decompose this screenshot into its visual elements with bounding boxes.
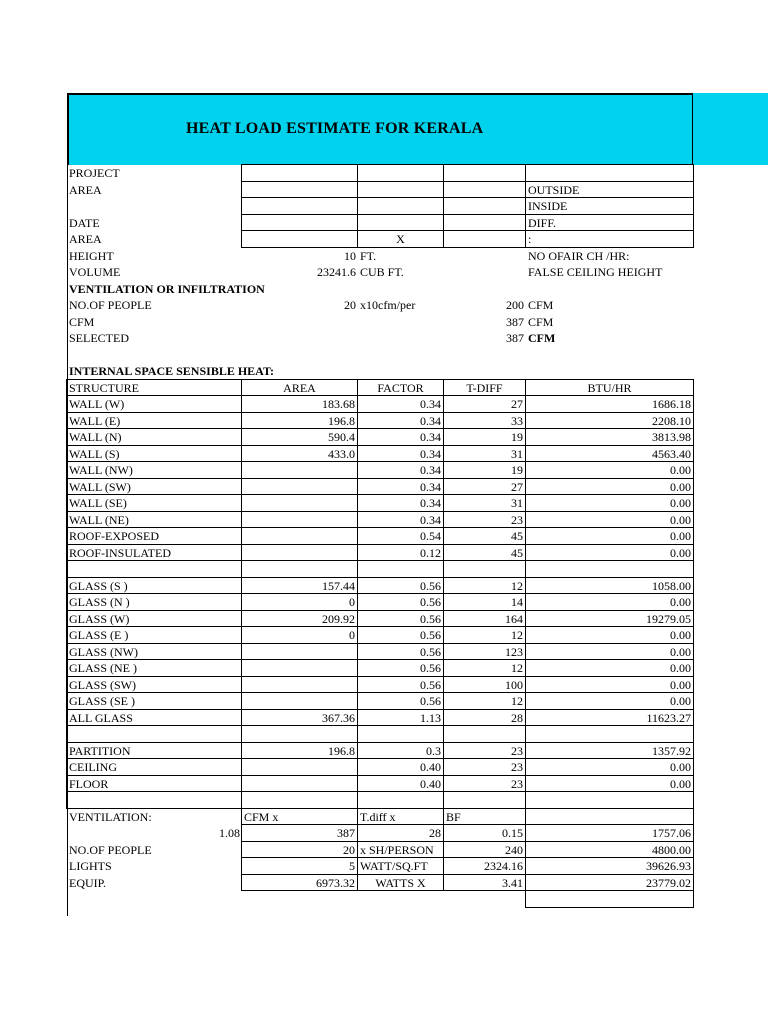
structure-name: GLASS (SW): [66, 676, 242, 694]
ventilation-factor: 1.08: [219, 826, 240, 840]
false-ceiling-label: FALSE CEILING HEIGHT: [528, 265, 663, 279]
table-row: [0, 644, 768, 661]
area-value: 590.4: [241, 428, 358, 446]
selected-label: SELECTED: [69, 331, 129, 345]
blank-cell: [443, 725, 526, 743]
btu-value: 1357.92: [525, 742, 694, 760]
ventilation-tdiff-header: T.diff x: [357, 808, 444, 826]
ventilation-heading-row: [0, 281, 768, 298]
people-heat-unit: x SH/PERSON: [357, 841, 444, 859]
factor-header: FACTOR: [357, 379, 444, 397]
table-row: [0, 677, 768, 694]
header-row: [0, 231, 768, 248]
area-value: [241, 775, 358, 793]
tdiff-value: 23: [443, 758, 526, 776]
structure-name: WALL (E): [66, 412, 242, 430]
structure-name: ROOF-INSULATED: [66, 544, 242, 562]
table-row: [0, 743, 768, 760]
header-label: AREA: [69, 232, 102, 246]
area-value: [241, 692, 358, 710]
factor-value: 0.34: [357, 511, 444, 529]
blank-cell: [357, 725, 444, 743]
header-field: [443, 164, 526, 182]
btu-value: 0.00: [525, 494, 694, 512]
tdiff-value: 123: [443, 643, 526, 661]
btu-value: 4563.40: [525, 445, 694, 463]
table-row: [0, 594, 768, 611]
tdiff-value: 12: [443, 692, 526, 710]
table-row: [0, 545, 768, 562]
btu-value: 0.00: [525, 478, 694, 496]
table-row: [0, 413, 768, 430]
people-label: NO.OF PEOPLE: [69, 298, 152, 312]
factor-value: 0.34: [357, 478, 444, 496]
cfm-unit: CFM: [528, 314, 554, 329]
tdiff-value: 19: [443, 428, 526, 446]
btu-value: 0.00: [525, 676, 694, 694]
cfm-value: 387: [506, 314, 524, 329]
header-row: [0, 215, 768, 232]
tdiff-header: T-DIFF: [443, 379, 526, 397]
header-label: PROJECT: [69, 166, 120, 180]
ventilation-heading: VENTILATION OR INFILTRATION: [69, 281, 265, 296]
ventilation-label: VENTILATION:: [69, 809, 152, 824]
page-title: HEAT LOAD ESTIMATE FOR KERALA: [186, 120, 484, 137]
equip-btu: 23779.02: [525, 874, 694, 892]
worksheet: [0, 165, 768, 908]
table-row: [0, 627, 768, 644]
structure-name: GLASS (E ): [66, 626, 242, 644]
tdiff-value: 27: [443, 478, 526, 496]
blank-row: [0, 726, 768, 743]
factor-value: 1.13: [357, 709, 444, 727]
tdiff-value: 19: [443, 461, 526, 479]
ventilation-bf-header: BF: [443, 808, 526, 826]
btu-value: 0.00: [525, 461, 694, 479]
area-value: 209.92: [241, 610, 358, 628]
volume-unit: CUB FT.: [360, 265, 404, 279]
air-changes-label: NO OFAIR CH /HR:: [528, 248, 630, 263]
area-header: AREA: [241, 379, 358, 397]
area-value: [241, 643, 358, 661]
tdiff-value: 12: [443, 659, 526, 677]
header-row: [0, 198, 768, 215]
factor-value: 0.3: [357, 742, 444, 760]
lights-row: [0, 858, 768, 875]
tdiff-value: 23: [443, 775, 526, 793]
cfm-row: [0, 314, 768, 331]
btu-value: 0.00: [525, 527, 694, 545]
header-field: X: [357, 230, 444, 248]
btu-value: 0.00: [525, 593, 694, 611]
lights-label: LIGHTS: [69, 859, 112, 873]
structure-name: GLASS (NW): [66, 643, 242, 661]
table-row: [0, 429, 768, 446]
structure-name: WALL (W): [66, 395, 242, 413]
internal-heading-row: [0, 363, 768, 380]
area-value: [241, 659, 358, 677]
people-factor: x10cfm/per: [360, 298, 416, 312]
ventilation-btu: 1757.06: [525, 824, 694, 842]
factor-value: 0.56: [357, 659, 444, 677]
blank-cell: [241, 560, 358, 578]
factor-value: 0.34: [357, 395, 444, 413]
btu-value: 0.00: [525, 758, 694, 776]
blank-cell: [443, 560, 526, 578]
blank-cell: [525, 560, 694, 578]
structure-name: WALL (NE): [66, 511, 242, 529]
structure-name: WALL (SW): [66, 478, 242, 496]
area-value: [241, 527, 358, 545]
structure-name: GLASS (SE ): [66, 692, 242, 710]
ventilation-bf: 0.15: [443, 824, 526, 842]
tdiff-value: 31: [443, 445, 526, 463]
ventilation-values-row: [0, 825, 768, 842]
factor-value: 0.34: [357, 445, 444, 463]
blank-cell: [66, 725, 242, 743]
structure-name: GLASS (NE ): [66, 659, 242, 677]
structure-name: WALL (SE): [66, 494, 242, 512]
blank-cell: [66, 791, 242, 809]
tdiff-value: 33: [443, 412, 526, 430]
btu-value: 0.00: [525, 775, 694, 793]
lights-btu: 39626.93: [525, 857, 694, 875]
equip-unit: WATTS X: [357, 874, 444, 892]
people-heat-row: [0, 842, 768, 859]
lights-watts: 2324.16: [443, 857, 526, 875]
structure-name: ALL GLASS: [66, 709, 242, 727]
area-value: [241, 478, 358, 496]
tdiff-value: 27: [443, 395, 526, 413]
tdiff-value: 45: [443, 544, 526, 562]
people-cfm: 200: [506, 298, 524, 312]
header-label: DATE: [69, 215, 100, 230]
area-value: 196.8: [241, 742, 358, 760]
header-field: [443, 214, 526, 232]
area-value: [241, 494, 358, 512]
people-cfm-row: [0, 297, 768, 314]
blank-cell: [357, 560, 444, 578]
btu-value: 0.00: [525, 626, 694, 644]
tdiff-value: 164: [443, 610, 526, 628]
header-field: DIFF.: [525, 214, 694, 232]
blank-cell: [443, 791, 526, 809]
people-value: 20: [344, 298, 356, 312]
structure-name: GLASS (S ): [66, 577, 242, 595]
area-value: 183.68: [241, 395, 358, 413]
tdiff-value: 12: [443, 577, 526, 595]
btu-value: 3813.98: [525, 428, 694, 446]
table-row: [0, 611, 768, 628]
factor-value: 0.56: [357, 643, 444, 661]
btu-value: 1058.00: [525, 577, 694, 595]
factor-value: 0.34: [357, 428, 444, 446]
blank-cell: [525, 808, 694, 826]
factor-value: 0.56: [357, 692, 444, 710]
ventilation-tdiff: 28: [357, 824, 444, 842]
header-field: [357, 164, 444, 182]
equip-row: [0, 875, 768, 892]
people-heat-value: 20: [241, 841, 358, 859]
area-value: 367.36: [241, 709, 358, 727]
blank-cell: [241, 791, 358, 809]
header-field: :: [525, 230, 694, 248]
header-field: [443, 181, 526, 199]
factor-value: 0.12: [357, 544, 444, 562]
header-label: [67, 198, 242, 215]
blank-cell: [525, 791, 694, 809]
structure-name: WALL (N): [66, 428, 242, 446]
tdiff-value: 23: [443, 511, 526, 529]
volume-row: [0, 264, 768, 281]
spacer-row: [0, 347, 768, 364]
equip-label: EQUIP.: [69, 875, 107, 890]
structure-name: GLASS (N ): [66, 593, 242, 611]
factor-value: 0.54: [357, 527, 444, 545]
area-value: 0: [241, 626, 358, 644]
btu-value: 0.00: [525, 511, 694, 529]
area-value: 433.0: [241, 445, 358, 463]
factor-value: 0.40: [357, 758, 444, 776]
table-row: [0, 512, 768, 529]
lights-value: 5: [241, 857, 358, 875]
header-row: [0, 182, 768, 199]
tdiff-value: 14: [443, 593, 526, 611]
equip-factor: 3.41: [443, 874, 526, 892]
blank-row: [0, 561, 768, 578]
header-field: [357, 197, 444, 215]
factor-value: 0.56: [357, 676, 444, 694]
factor-value: 0.56: [357, 610, 444, 628]
blank-cell: [525, 890, 694, 908]
tdiff-value: 23: [443, 742, 526, 760]
structure-name: FLOOR: [66, 775, 242, 793]
table-row: [0, 759, 768, 776]
height-row: [0, 248, 768, 265]
table-row: [0, 446, 768, 463]
people-cfm-unit: CFM: [528, 298, 554, 312]
blank-cell: [357, 791, 444, 809]
area-value: [241, 758, 358, 776]
factor-value: 0.56: [357, 626, 444, 644]
blank-row: [0, 792, 768, 809]
btu-value: 0.00: [525, 643, 694, 661]
equip-value: 6973.32: [241, 874, 358, 892]
table-row: [0, 495, 768, 512]
height-label: HEIGHT: [69, 248, 114, 263]
area-value: 196.8: [241, 412, 358, 430]
header-field: [357, 214, 444, 232]
tdiff-value: 12: [443, 626, 526, 644]
ventilation-header-row: [0, 809, 768, 826]
header-label: AREA: [69, 182, 102, 197]
header-field: [443, 197, 526, 215]
area-value: [241, 461, 358, 479]
area-value: 0: [241, 593, 358, 611]
volume-value: 23241.6: [317, 265, 356, 279]
header-field: [241, 230, 358, 248]
btu-value: 2208.10: [525, 412, 694, 430]
table-row: [0, 660, 768, 677]
structure-name: CEILING: [66, 758, 242, 776]
area-value: 157.44: [241, 577, 358, 595]
people-heat-sh: 240: [443, 841, 526, 859]
trailing-row: [0, 891, 768, 908]
header-field: INSIDE: [525, 197, 694, 215]
structure-name: PARTITION: [66, 742, 242, 760]
structure-name: GLASS (W): [66, 610, 242, 628]
btu-value: 1686.18: [525, 395, 694, 413]
header-row: [0, 165, 768, 182]
header-field: [357, 181, 444, 199]
btu-value: 19279.05: [525, 610, 694, 628]
table-row: [0, 776, 768, 793]
btu-value: 0.00: [525, 544, 694, 562]
area-value: [241, 676, 358, 694]
factor-value: 0.34: [357, 494, 444, 512]
tdiff-value: 45: [443, 527, 526, 545]
structure-name: WALL (NW): [66, 461, 242, 479]
factor-value: 0.56: [357, 577, 444, 595]
header-field: [241, 164, 358, 182]
blank-cell: [66, 560, 242, 578]
tdiff-value: 31: [443, 494, 526, 512]
internal-heading: INTERNAL SPACE SENSIBLE HEAT:: [69, 364, 275, 378]
area-value: [241, 544, 358, 562]
table-row: [0, 710, 768, 727]
volume-label: VOLUME: [69, 265, 121, 279]
selected-row: [0, 330, 768, 347]
ventilation-cfm-header: CFM x: [241, 808, 358, 826]
cfm-label: CFM: [69, 314, 95, 329]
people-heat-label: NO.OF PEOPLE: [69, 842, 152, 857]
table-row: [0, 396, 768, 413]
height-value: 10: [344, 248, 356, 263]
factor-value: 0.40: [357, 775, 444, 793]
btu-header: BTU/HR: [525, 379, 694, 397]
btu-value: 0.00: [525, 692, 694, 710]
table-row: [0, 578, 768, 595]
structure-name: ROOF-EXPOSED: [66, 527, 242, 545]
table-row: [0, 528, 768, 545]
structure-header: STRUCTURE: [66, 379, 242, 397]
selected-value: 387: [506, 331, 524, 345]
header-field: [241, 214, 358, 232]
area-value: [241, 511, 358, 529]
header-field: [525, 164, 694, 182]
table-row: [0, 693, 768, 710]
factor-value: 0.34: [357, 461, 444, 479]
header-field: [241, 197, 358, 215]
blank-cell: [241, 725, 358, 743]
btu-value: 11623.27: [525, 709, 694, 727]
tdiff-value: 28: [443, 709, 526, 727]
blank-cell: [525, 725, 694, 743]
table-header-row: [0, 380, 768, 397]
height-unit: FT.: [360, 248, 377, 263]
header-field: [241, 181, 358, 199]
table-row: [0, 479, 768, 496]
header-field: [443, 230, 526, 248]
structure-name: WALL (S): [66, 445, 242, 463]
people-heat-btu: 4800.00: [525, 841, 694, 859]
lights-unit: WATT/SQ.FT: [357, 857, 444, 875]
factor-value: 0.56: [357, 593, 444, 611]
selected-unit: CFM: [528, 331, 556, 345]
ventilation-cfm: 387: [241, 824, 358, 842]
factor-value: 0.34: [357, 412, 444, 430]
btu-value: 0.00: [525, 659, 694, 677]
table-row: [0, 462, 768, 479]
tdiff-value: 100: [443, 676, 526, 694]
header-field: OUTSIDE: [525, 181, 694, 199]
